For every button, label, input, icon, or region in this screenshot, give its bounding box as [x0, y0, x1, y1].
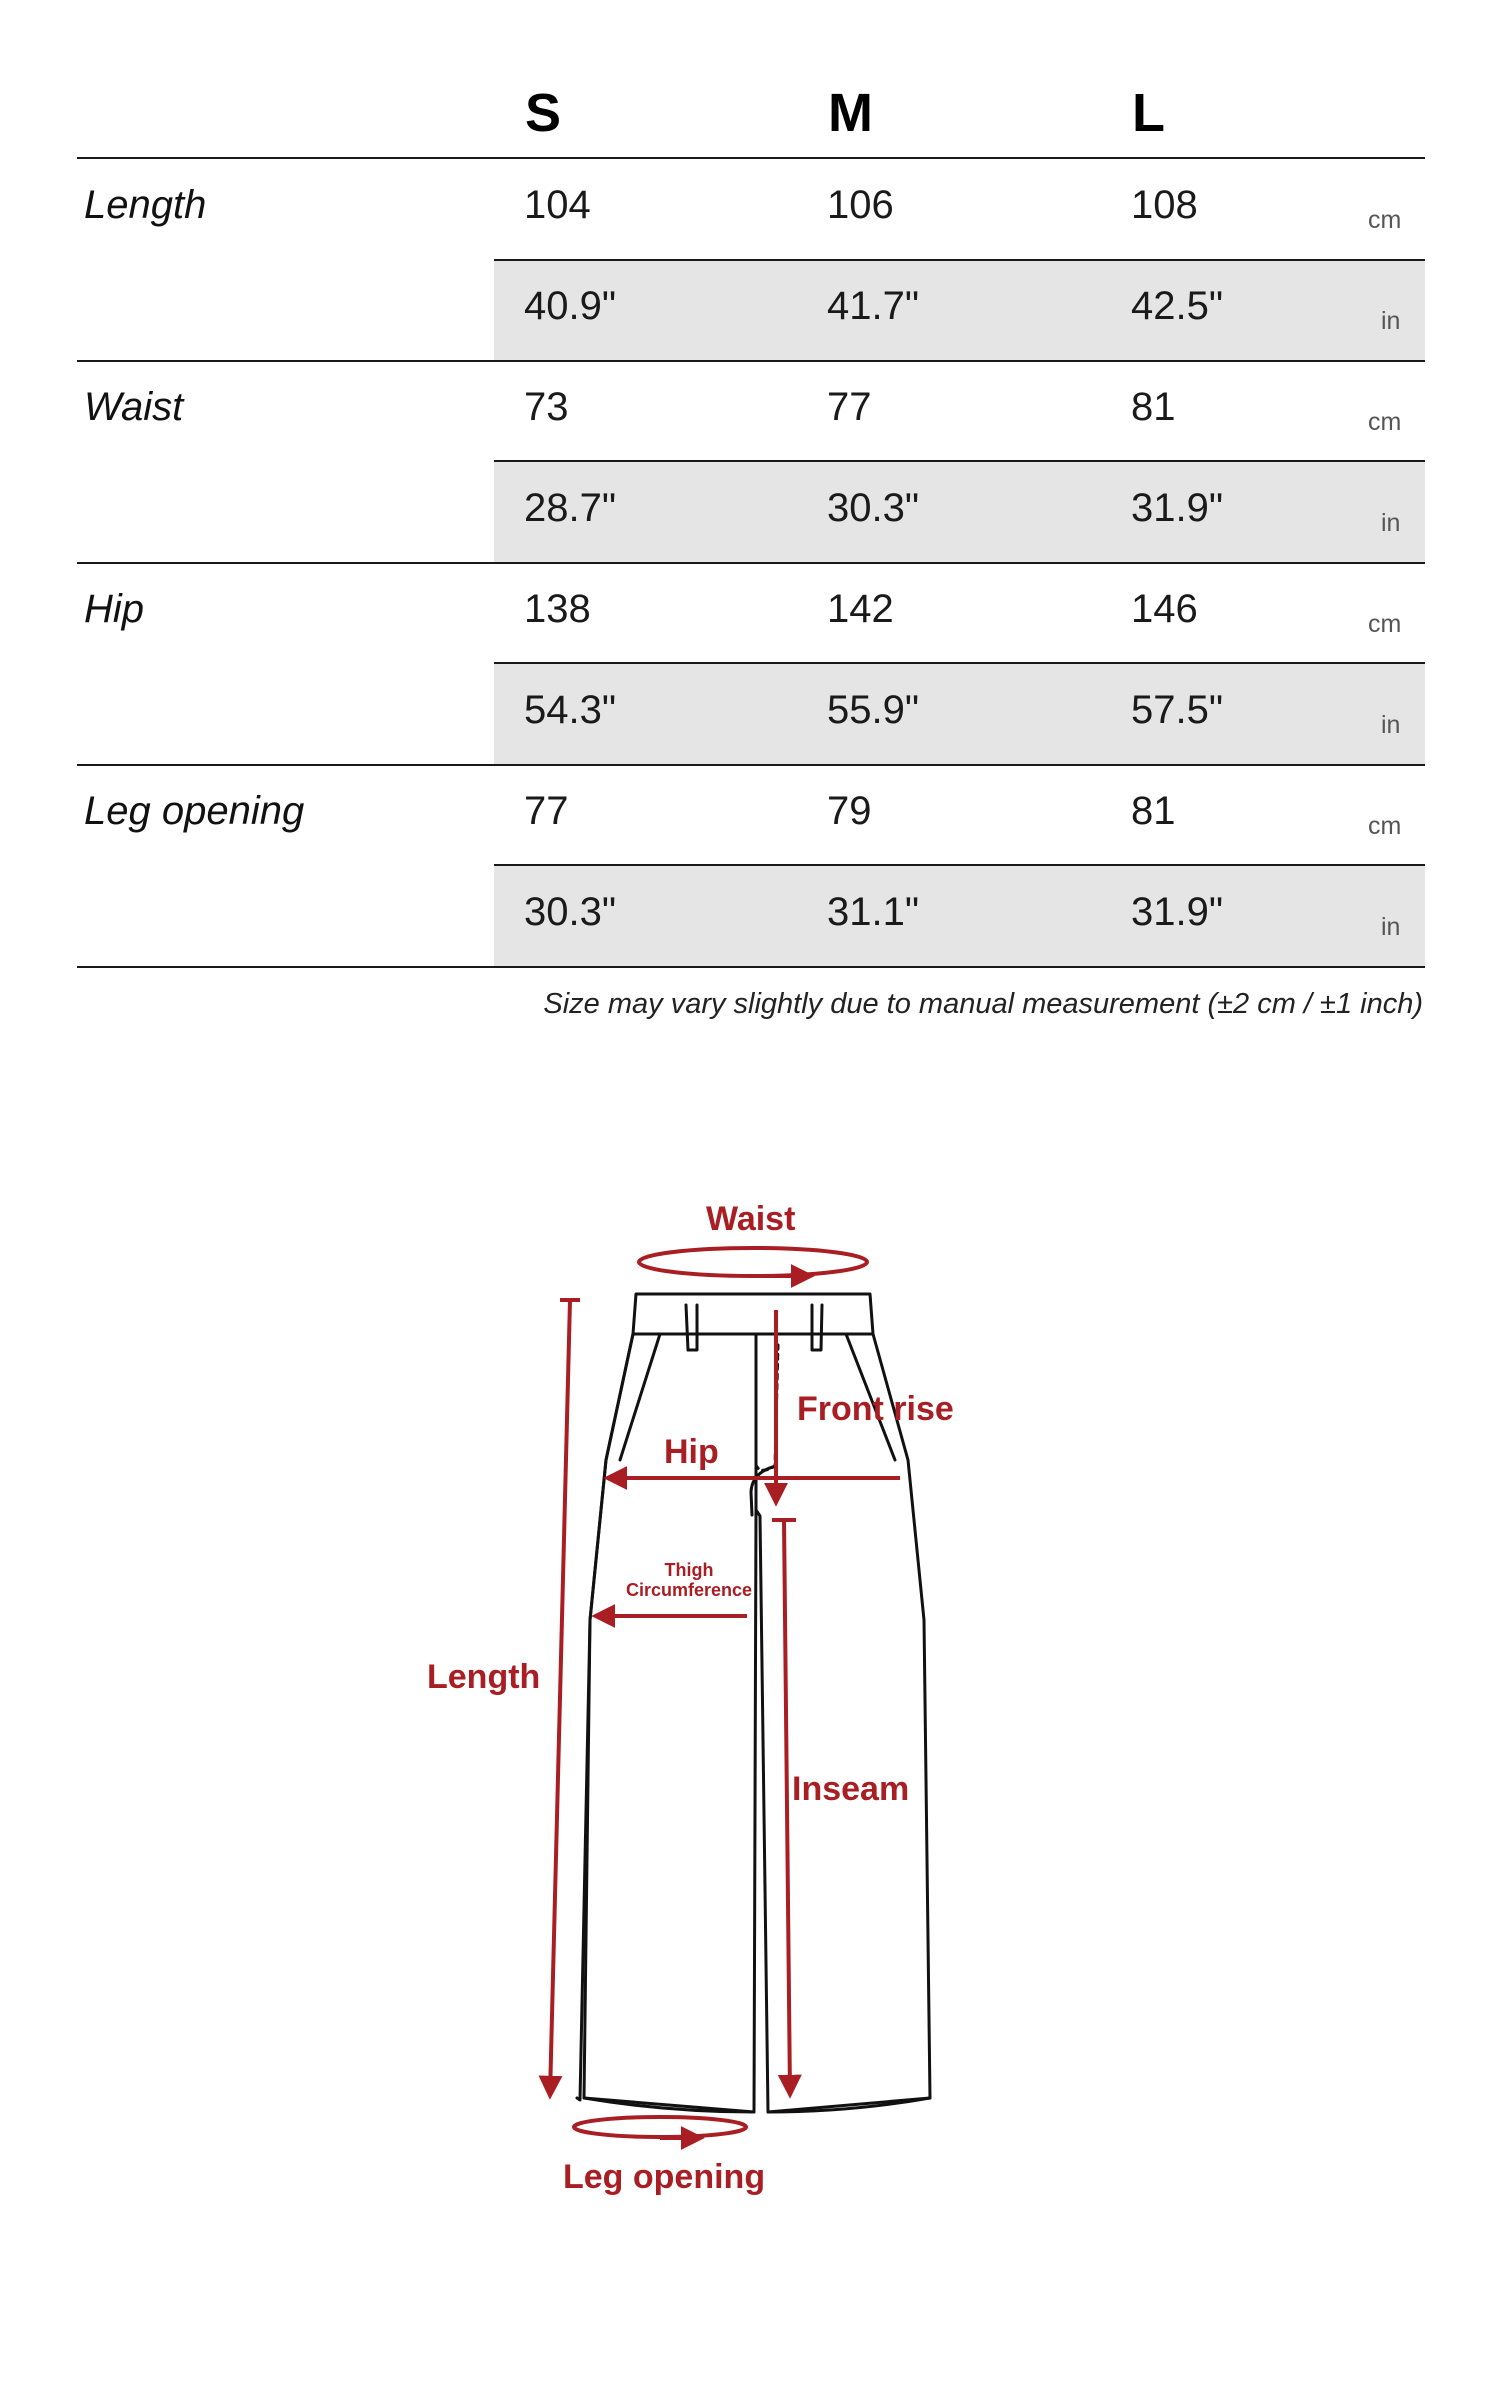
- waist-s-in: 28.7": [524, 486, 617, 530]
- unit-cm: cm: [1368, 408, 1402, 436]
- hip-m-cm: 142: [827, 587, 894, 631]
- label-front-rise: Front rise: [797, 1390, 954, 1428]
- row-label-hip: Hip: [84, 587, 145, 631]
- unit-cm: cm: [1368, 206, 1402, 234]
- length-s-in: 40.9": [524, 284, 617, 328]
- unit-in: in: [1381, 711, 1401, 739]
- hip-l-cm: 146: [1131, 587, 1198, 631]
- row-label-leg-opening: Leg opening: [84, 789, 305, 833]
- waist-m-cm: 77: [827, 385, 872, 429]
- waist-m-in: 30.3": [827, 486, 920, 530]
- label-waist: Waist: [706, 1200, 796, 1238]
- measurement-note: Size may vary slightly due to manual measurement (±2 cm / ±1 inch): [543, 988, 1423, 1020]
- leg-opening-l-cm: 81: [1131, 789, 1176, 833]
- leg-opening-m-in: 31.1": [827, 890, 920, 934]
- hip-s-cm: 138: [524, 587, 591, 631]
- size-header-l: L: [1132, 83, 1165, 143]
- unit-in: in: [1381, 913, 1401, 941]
- length-l-in: 42.5": [1131, 284, 1224, 328]
- unit-in: in: [1381, 509, 1401, 537]
- leg-opening-s-cm: 77: [524, 789, 569, 833]
- label-inseam: Inseam: [792, 1770, 910, 1808]
- unit-in: in: [1381, 307, 1401, 335]
- size-header-m: M: [828, 83, 873, 143]
- row-label-length: Length: [84, 183, 207, 227]
- length-m-in: 41.7": [827, 284, 920, 328]
- row-label-waist: Waist: [84, 385, 184, 429]
- length-l-cm: 108: [1131, 183, 1198, 227]
- length-s-cm: 104: [524, 183, 591, 227]
- leg-opening-l-in: 31.9": [1131, 890, 1224, 934]
- waist-l-cm: 81: [1131, 385, 1176, 429]
- hip-m-in: 55.9": [827, 688, 920, 732]
- unit-cm: cm: [1368, 610, 1402, 638]
- waist-arrow: [639, 1248, 867, 1276]
- leg-opening-m-cm: 79: [827, 789, 872, 833]
- hip-l-in: 57.5": [1131, 688, 1224, 732]
- leg-opening-s-in: 30.3": [524, 890, 617, 934]
- label-thigh-line1: Thigh: [664, 1560, 714, 1580]
- label-length: Length: [427, 1658, 541, 1696]
- label-thigh-circumference: [625, 1560, 753, 1600]
- size-header-s: S: [525, 83, 562, 143]
- leg-opening-arrow: [574, 2117, 746, 2137]
- waist-s-cm: 73: [524, 385, 569, 429]
- label-leg-opening: Leg opening: [563, 2158, 766, 2196]
- label-hip: Hip: [664, 1433, 719, 1471]
- measurement-guides: [550, 1248, 900, 2138]
- length-arrow: [550, 1300, 570, 2095]
- inseam-arrow: [784, 1520, 790, 2094]
- length-m-cm: 106: [827, 183, 894, 227]
- hip-s-in: 54.3": [524, 688, 617, 732]
- label-thigh-line2: Circumference: [625, 1580, 753, 1600]
- unit-cm: cm: [1368, 812, 1402, 840]
- waist-l-in: 31.9": [1131, 486, 1224, 530]
